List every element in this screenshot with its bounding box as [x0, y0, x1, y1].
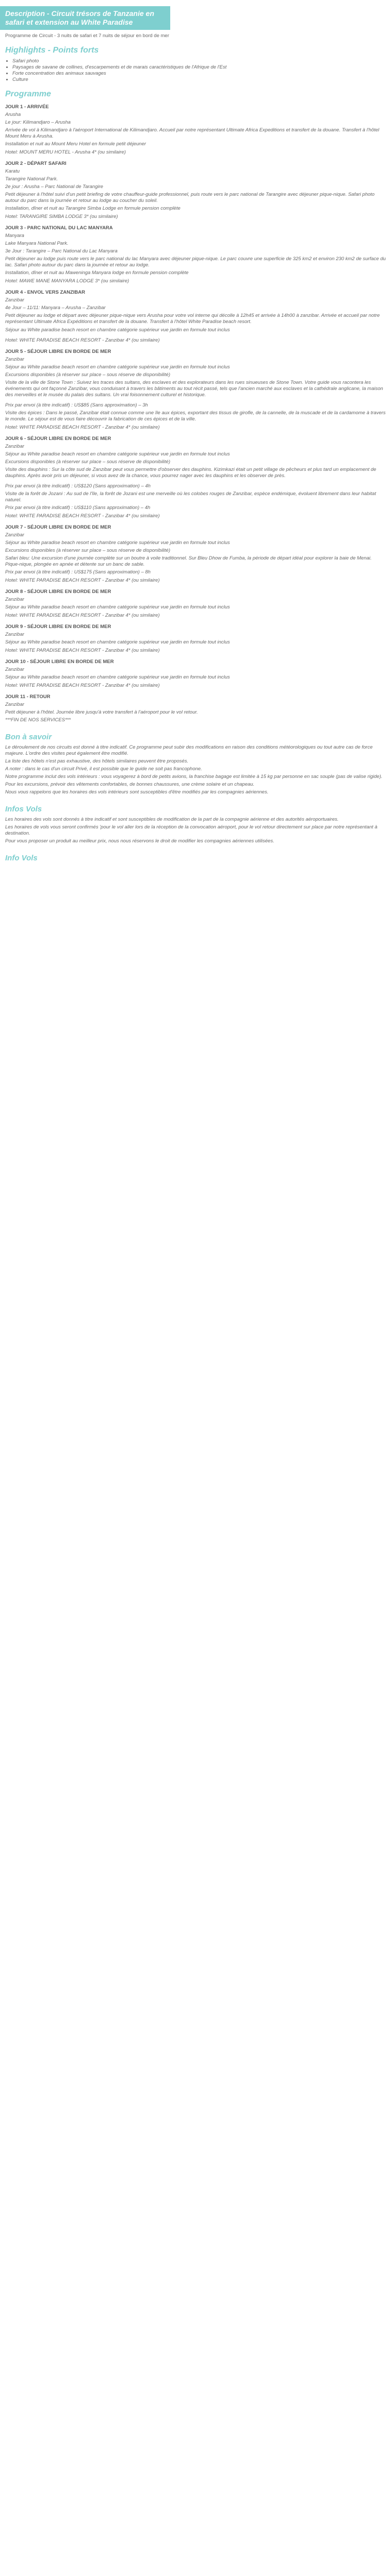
- day-text: Visite de la forêt de Jozani : Au sud de l'île, la forêt de Jozani est une merveille où les colobes rouges de Zanzibar, espèce endémique, évoluent librement dans leur habitat naturel.: [5, 491, 376, 503]
- highlights-list: [12, 58, 391, 82]
- day-block: [0, 589, 391, 619]
- highlight-item: • Paysages de savane de collines, d'escarpements et de marais caractéristiques de l'Afrique de l'Est: [12, 64, 391, 70]
- day-text: Prix par envoi (à titre indicatif) : US$110 (Sans approximation) – 4h: [5, 505, 151, 511]
- day-hotel: Séjour au White paradise beach resort en chambre catégorie supérieur vue jardin en formule tout inclus: [5, 327, 230, 333]
- day-text: Visite des dauphins : Sur la côte sud de Zanzibar peut vous permettre d'observer des dauphins. Kizimkazi était un petit village de pêcheurs et plus tard un emplacement de dauphins. Après avoir pris un déjeuner, si vous avez de la chance, vous pourrez nager avec les dauphins et les observer de près.: [5, 467, 377, 479]
- day-hotel: Hotel: WHITE PARADISE BEACH RESORT - Zanzibar 4* (ou similaire): [5, 337, 160, 343]
- day-location: Zanzibar: [5, 357, 24, 362]
- day-heading: JOUR 7 - SÉJOUR LIBRE EN BORDE DE MER: [5, 524, 111, 530]
- info-paragraph: Les horaires de vols vous seront confirmés 'pour le vol aller lors de la réception de la convocation aéroport, pour le vol retour directement sur place par notre représentant à destination.: [5, 824, 378, 836]
- day-text: Excursions disponibles (à réserver sur place – sous réserve de disponibilité): [5, 548, 170, 553]
- day-heading: JOUR 3 - PARC NATIONAL DU LAC MANYARA: [5, 225, 113, 231]
- day-text: Prix par envoi (à titre indicatif) : US$175 (Sans approximation) – 8h: [5, 569, 151, 575]
- infos-vols-heading: Infos Vols: [5, 805, 42, 814]
- day-text: Visite de la ville de Stone Town : Suivez les traces des sultans, des esclaves et des explorateurs dans les rues sinueuses de Stone Town. Votre guide vous racontera les événements qui ont façonné Zanzibar, vous conduisant à travers les bâtiments au tout récit passé, tels que l'ancien marché aux esclaves et la cathédrale anglicane, la maison des merveilles et le musée du palais des sultans. Un vrai foisonnement culturel et historique.: [5, 380, 383, 398]
- highlight-item: • Safari photo: [12, 58, 391, 64]
- day-block: [0, 659, 391, 689]
- day-hotel: Hotel: WHITE PARADISE BEACH RESORT - Zanzibar 4* (ou similaire): [5, 648, 160, 653]
- day-location: Zanzibar: [5, 444, 24, 449]
- day-block: [0, 290, 391, 333]
- day-text: 2e jour : Arusha – Parc National de Tarangire: [5, 184, 103, 190]
- day-text: Prix par envoi (à titre indicatif) : US$120 (Sans approximation) – 4h: [5, 483, 151, 489]
- highlights-heading: Highlights - Points forts: [5, 46, 99, 55]
- day-location: Karatu: [5, 168, 20, 174]
- day-text: Séjour au White paradise beach resort en chambre catégorie supérieur vue jardin en formule tout inclus: [5, 540, 230, 546]
- day-heading: JOUR 6 - SÉJOUR LIBRE EN BORDE DE MER: [5, 436, 111, 442]
- day-text: Petit déjeuner à l'hôtel. Journée libre jusqu'à votre transfert à l'aéroport pour le vol retour.: [5, 709, 198, 715]
- day-heading: JOUR 8 - SÉJOUR LIBRE EN BORDE DE MER: [5, 589, 111, 595]
- day-hotel: Hotel: WHITE PARADISE BEACH RESORT - Zanzibar 4* (ou similaire): [5, 578, 160, 583]
- day-text: 4e Jour – 11/11: Manyara – Arusha – Zanzibar: [5, 305, 106, 311]
- day-location: Zanzibar: [5, 297, 24, 303]
- day-hotel: Hotel: TARANGIRE SIMBA LODGE 3* (ou similaire): [5, 214, 118, 219]
- day-block: [0, 349, 391, 398]
- day-text: Installation, dîner et nuit au Maweninga Manyara lodge en formule pension complète: [5, 270, 189, 276]
- day-text: Séjour au White paradise beach resort en chambre catégorie supérieur vue jardin en formule tout inclus: [5, 451, 230, 457]
- bon-a-savoir-body: [0, 744, 391, 795]
- info-paragraph: Pour les excursions, prévoir des vêtements confortables, de bonnes chaussures, une crème solaire et un chapeau.: [5, 782, 255, 787]
- programme-heading: Programme: [5, 90, 51, 98]
- info-paragraph: Nous vous rappelons que les horaires des vols intérieurs sont susceptibles d'être modifiés par les compagnies aériennes.: [5, 789, 269, 795]
- day-text: Lake Manyara National Park.: [5, 241, 69, 246]
- day-hotel: Hotel: MAWE MANE MANYARA LODGE 3* (ou similaire): [5, 278, 129, 284]
- info-paragraph: A noter : dans le cas d'un circuit Privé, il est possible que le guide ne soit pas francophone.: [5, 766, 202, 772]
- day-heading: JOUR 1 - ARRIVÉE: [5, 104, 49, 110]
- day-hotel: Hotel: WHITE PARADISE BEACH RESORT - Zanzibar 4* (ou similaire): [5, 513, 160, 519]
- day-block: [0, 104, 391, 156]
- day-text: Séjour au White paradise beach resort en chambre catégorie supérieur vue jardin en formule tout inclus: [5, 364, 230, 370]
- day-text: Excursions disponibles (à réserver sur place – sous réserve de disponibilité): [5, 459, 170, 465]
- day-heading: JOUR 9 - SÉJOUR LIBRE EN BORDE DE MER: [5, 624, 111, 630]
- page-title-banner: Description - Circuit trésors de Tanzanie en safari et extension au White Paradise: [0, 6, 170, 30]
- day-block: [0, 402, 391, 431]
- day-text: Séjour au White paradise beach resort en chambre catégorie supérieur vue jardin en formule tout inclus: [5, 639, 230, 645]
- day-heading: JOUR 10 - SÉJOUR LIBRE EN BORDE DE MER: [5, 659, 114, 665]
- day-text: Petit déjeuner au lodge puis route vers le parc national du lac Manyara avec déjeuner pique-nique. Le parc couvre une superficie de 325 km2 et environ 230 km2 de surface du lac. Safari photo autour du parc dans la journée et retour au lodge.: [5, 256, 386, 268]
- day-heading: JOUR 2 - DÉPART SAFARI: [5, 161, 67, 166]
- day-location: Arusha: [5, 112, 21, 117]
- day-block: [0, 161, 391, 220]
- day-location: Zanzibar: [5, 597, 24, 602]
- day-block: [0, 483, 391, 519]
- programme-intro: Programme de Circuit - 3 nuits de safari et 7 nuits de séjour en bord de mer: [5, 33, 169, 39]
- info-paragraph: Le déroulement de nos circuits est donné à titre indicatif. Ce programme peut subir des modifications en raison des conditions météorologiques ou tout autre cas de force majeure. L'ordre des visites peut également être modifié.: [5, 744, 373, 756]
- day-text: Installation, dîner et nuit au Tarangire Simba Lodge en formule pension complète: [5, 206, 181, 211]
- day-text: Prix par envoi (à titre indicatif) : US$85 (Sans approximation) – 3h: [5, 402, 148, 408]
- day-text: Séjour au White paradise beach resort en chambre catégorie supérieur vue jardin en formule tout inclus: [5, 604, 230, 610]
- day-block: [0, 337, 391, 344]
- day-text: Séjour au White paradise beach resort en chambre catégorie supérieur vue jardin en formule tout inclus: [5, 674, 230, 680]
- info-paragraph: Pour vous proposer un produit au meilleur prix, nous nous réservons le droit de modifier les compagnies aériennes utilisées.: [5, 838, 274, 844]
- day-text: Installation et nuit au Mount Meru Hotel en formule petit déjeuner: [5, 141, 146, 147]
- day-text: Petit déjeuner au lodge et départ avec déjeuner pique-nique vers Arusha pour votre vol interne qui décolle à 12h45 et arrivée à 14h00 à zanzibar. Arrivée et accueil par notre représentant Ultimate Africa Expéditions et transfert de la douane. Transfert à l'hôtel White Paradise beach resort.: [5, 313, 380, 325]
- days-container: [0, 104, 391, 723]
- highlight-item: • Forte concentration des animaux sauvages: [12, 71, 391, 76]
- day-hotel: Hotel: WHITE PARADISE BEACH RESORT - Zanzibar 4* (ou similaire): [5, 425, 160, 430]
- day-text: 3e Jour : Tarangire – Parc National du Lac Manyara: [5, 248, 118, 254]
- day-block: [0, 436, 391, 479]
- info-vols-heading: Info Vols: [5, 854, 38, 862]
- day-block: [0, 524, 391, 584]
- day-text: Visite des épices : Dans le passé, Zanzibar était connue comme une île aux épices, exportant des tissus de girofle, de la cannelle, de la muscade et de la cardamome à travers le monde. Le séjour est de vous faire découvrir la fabrication de ces épices et de la ville.: [5, 410, 386, 422]
- day-location: Zanzibar: [5, 667, 24, 672]
- page: [0, 6, 391, 862]
- day-block: [0, 624, 391, 654]
- highlight-item: • Culture: [12, 77, 391, 82]
- day-location: Zanzibar: [5, 632, 24, 637]
- infos-vols-body: [0, 817, 391, 844]
- day-location: Zanzibar: [5, 532, 24, 538]
- day-text: ***FIN DE NOS SERVICES***: [5, 717, 71, 723]
- day-text: Tarangire National Park.: [5, 176, 58, 182]
- day-location: Manyara: [5, 233, 24, 239]
- bon-a-savoir-heading: Bon à savoir: [5, 733, 52, 741]
- day-hotel: Hotel: WHITE PARADISE BEACH RESORT - Zanzibar 4* (ou similaire): [5, 613, 160, 618]
- day-hotel: Hotel: MOUNT MERU HOTEL - Arusha 4* (ou similaire): [5, 149, 126, 155]
- day-heading: JOUR 11 - RETOUR: [5, 694, 51, 700]
- day-location: Zanzibar: [5, 702, 24, 707]
- info-paragraph: Notre programme inclut des vols intérieurs : vous voyagerez à bord de petits avions, la franchise bagage est limitée à 15 kg par personne en sac souple (pas de valise rigide).: [5, 774, 383, 779]
- day-block: [0, 225, 391, 284]
- day-heading: JOUR 4 - ENVOL VERS ZANZIBAR: [5, 290, 86, 295]
- day-hotel: Hotel: WHITE PARADISE BEACH RESORT - Zanzibar 4* (ou similaire): [5, 683, 160, 688]
- day-text: Arrivée de vol à Kilimandjaro à l'aéroport International de Kilimandjaro. Accueil par notre représentant Ultimate Africa Expeditions et transfert de la douane. Transfert à l'hôtel Mount Meru à Arusha.: [5, 127, 380, 139]
- info-paragraph: Les horaires des vols sont donnés à titre indicatif et sont susceptibles de modification de la part de la compagnie aérienne et des autorités aéroportuaires.: [5, 817, 339, 822]
- day-block: [0, 694, 391, 723]
- day-text: Le jour: Kilimandjaro – Arusha: [5, 120, 71, 125]
- day-heading: JOUR 5 - SÉJOUR LIBRE EN BORDE DE MER: [5, 349, 111, 354]
- info-paragraph: La liste des hôtels n'est pas exhaustive, des hôtels similaires peuvent être proposés.: [5, 758, 189, 764]
- day-text: Petit déjeuner à l'hôtel suivi d'un petit briefing de votre chauffeur-guide professionnel, puis route vers le parc national de Tarangire avec déjeuner pique-nique. Safari photo autour du parc dans la journée et retour au lodge au coucher du soleil.: [5, 192, 375, 204]
- day-text: Safari bleu: Une excursion d'une journée complète sur un boutre à voile traditionnel. Sur Bleu Dhow de Fumba, la période de départ idéal pour explorer la baie de Menai. Pique-nique, plongée en apnée et détente sur un banc de sable.: [5, 555, 372, 567]
- day-text: Excursions disponibles (à réserver sur place – sous réserve de disponibilité): [5, 372, 170, 378]
